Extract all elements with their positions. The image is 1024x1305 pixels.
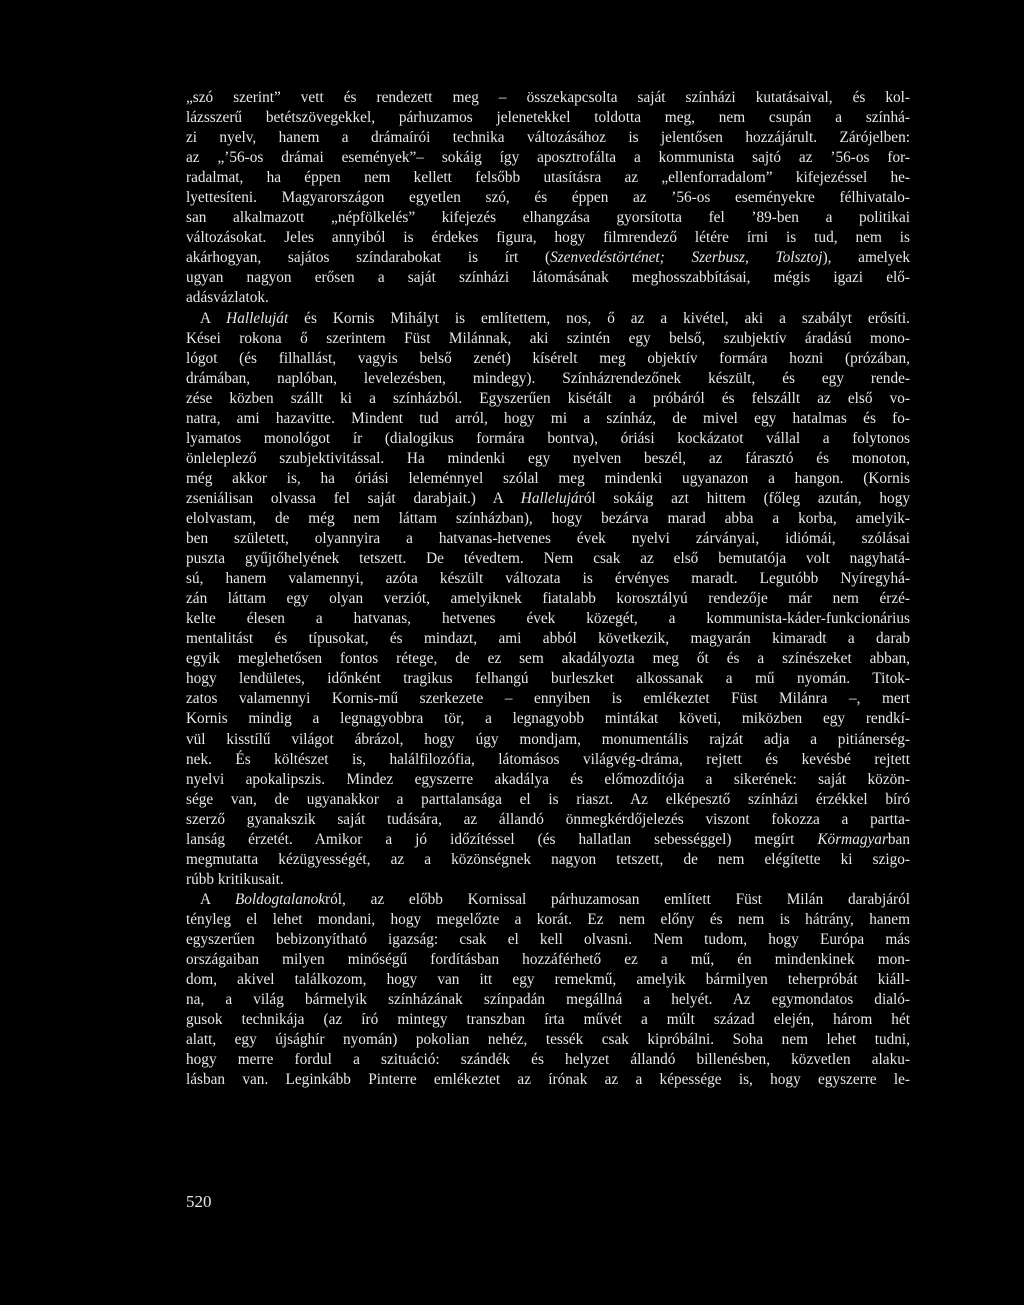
text-line: zése közben szállt ki a színházból. Egyszerűen kisétált a próbáról és felszállt az első vo- — [186, 389, 910, 407]
text-line: radalmat, ha éppen nem kellett felsőbb utasításra az „ellenforradalom” kifejezéssel he- — [186, 169, 910, 187]
text-line: A Boldogtalanokról, az előbb Kornissal párhuzamosan említett Füst Milán darabjáról — [200, 890, 910, 908]
text-line: „szó szerint” vett és rendezett meg – összekapcsolta saját színházi kutatásaival, és kol- — [186, 89, 910, 106]
text-line: natra, ami hazavitte. Mindent tud arról, hogy mi a színház, de mivel egy hatalmas és fo- — [186, 409, 910, 427]
text-line: ben született, olyannyira a hatvanas-hetvenes évek nyelvi zárványai, idiómái, szólásai — [186, 530, 910, 548]
text-line: dom, akivel találkozom, hogy van itt egy remekmű, amelyik bármilyen teherpróbát kiáll- — [186, 971, 910, 989]
text-line: san alkalmazott „népfölkelés” kifejezés elhangzása gyorsította fel ’89-ben a politikai — [186, 209, 910, 227]
text-line: hogy lendületes, időnként tragikus felhangú burleszket alkossanak a mű nyomán. Titok- — [186, 670, 910, 688]
text-line: A Halleluját és Kornis Mihályt is említettem, nos, ő az a kivétel, aki a szabályt erősíti. — [200, 309, 910, 327]
text-line: hogy merre fordul a szituáció: szándék és helyzet állandó billenésben, közvetlen alaku- — [186, 1051, 910, 1069]
text-line: na, a világ bármelyik színházának színpadán megállná a helyét. Az egymondatos dialó- — [186, 991, 910, 1009]
text-line: Kornis mindig a legnagyobbra tör, a legnagyobb mintákat követi, miközben egy rendkí- — [186, 710, 910, 728]
page-number: 520 — [186, 1192, 212, 1211]
text-line: egyszerűen bebizonyítható igazság: csak el kell olvasni. Nem tudom, hogy Európa más — [186, 930, 910, 948]
text-line: lógot (és filhallást, vagyis belső zenét) kísérelt meg objektív formára hozni (prózában, — [186, 349, 910, 367]
text-line: alatt, egy újsághír nyomán) pokolian nehéz, tessék csak kipróbálni. Soha nem lehet tudni, — [186, 1031, 910, 1049]
text-line: az „’56-os drámai események”– sokáig így aposztrofálta a kommunista sajtó az ’56-os for- — [186, 149, 910, 167]
text-line: lanság érzetét. Amikor a jó időzítéssel (és hallatlan sebességgel) megírt Körmagyarban — [186, 830, 910, 848]
text-line: adásvázlatok. — [186, 289, 269, 307]
text-line: gusok technikája (az író mintegy transzban írta művét a múlt század elején, három hét — [186, 1011, 910, 1029]
text-line: önleleplező szubjektivitással. Ha mindenki egy nyelven beszél, az fárasztó és monoton, — [186, 449, 910, 467]
text-line: lásban van. Leginkább Pinterre emlékeztet az írónak az a képessége is, hogy egyszerre le- — [186, 1071, 910, 1089]
text-line: országaiban milyen minőségű fordításban hozzáférhető ez a mű, én mindenkinek mon- — [186, 951, 910, 969]
text-line: tényleg el lehet mondani, hogy megelőzte a korát. Ez nem előny és nem is hátrány, hanem — [186, 910, 910, 928]
text-line: akárhogyan, sajátos színdarabokat is írt (Szenvedéstörténet; Szerbusz, Tolsztoj), amelyek — [186, 249, 910, 267]
text-line: zán láttam egy olyan verziót, amelyiknek fiatalabb korosztályú rendezője már nem érzé- — [186, 590, 910, 608]
text-line: mentalitást és típusokat, és mindazt, ami abból következik, magyarán kimaradt a darab — [186, 630, 910, 648]
text-line: nyelvi apokalipszis. Mindez egyszerre akadálya és előmozdítója a sikerének: saját közön- — [186, 770, 910, 788]
text-line: puszta gyűjtőhelyének tetszett. De tévedtem. Nem csak az első bemutatója volt nagyhatá- — [186, 550, 910, 568]
text-line: elolvastam, de még nem láttam színházban), hogy bezárva marad abba a korba, amelyik- — [186, 509, 910, 527]
text-line: zatos valamennyi Kornis-mű szerkezete – ennyiben is emlékeztet Füst Milánra –, mert — [186, 690, 910, 708]
text-line: vül kisstílű világot ábrázol, hogy úgy mondjam, monumentális rajzát adja a pitiánerség- — [186, 730, 910, 748]
text-line: drámában, naplóban, levelezésben, mindegy). Színházrendezőnek készült, és egy rende- — [186, 369, 910, 387]
page-body-text — [186, 88, 910, 1090]
text-line: kelte élesen a hatvanas, hetvenes évek közegét, a kommunista-káder-funkcionárius — [186, 610, 910, 628]
text-line: zseniálisan olvassa fel saját darabjait.) A Hallelujáról sokáig azt hittem (főleg azután, hogy — [186, 489, 910, 507]
text-line: rúbb kritikusait. — [186, 870, 284, 888]
text-line: lyettesíteni. Magyarországon egyetlen szó, és éppen az ’56-os eseményekre félhivatalo- — [186, 189, 910, 207]
text-line: szerző gyanakszik saját tudására, az állandó önmegkérdőjelezés viszont fokozza a partta- — [186, 810, 910, 828]
text-line: még akkor is, ha óriási leleménnyel szólal meg mindenki ugyanazon a hangon. (Kornis — [186, 469, 910, 487]
text-line: lyamatos monológot ír (dialogikus formára bontva), óriási kockázatot vállal a folytonos — [186, 429, 910, 447]
text-line: ugyan nagyon erősen a saját színházi látomásának meghosszabbításai, mégis igazi elő- — [186, 269, 910, 287]
text-line: sú, hanem valamennyi, azóta készült változata is érvényes maradt. Legutóbb Nyíregyhá- — [186, 570, 910, 588]
text-line: változásokat. Jeles annyiból is érdekes figura, hogy filmrendező létére írni is tud, nem is — [186, 229, 910, 247]
text-line: lázsszerű betétszövegekkel, párhuzamos jelenetekkel toldotta meg, nem csupán a színhá- — [186, 109, 910, 127]
text-line: nek. És költészet is, halálfilozófia, látomásos világvég-dráma, rejtett és kevésbé rejtett — [186, 750, 910, 768]
text-line: egyik meglehetősen fontos rétege, de ez sem akadályozta meg őt és a színészeket abban, — [186, 650, 910, 668]
text-line: Kései rokona ő szerintem Füst Milánnak, aki szintén egy belső, szubjektív áradású mono- — [186, 329, 910, 347]
text-line: megmutatta kézügyességét, az a közönségnek nagyon tetszett, de nem elégítette ki szigo- — [186, 850, 910, 868]
text-line: sége van, de ugyanakkor a parttalansága el is riaszt. Az elképesztő színházi érzékkel bíró — [186, 790, 910, 808]
text-line: zi nyelv, hanem a drámaírói technika változásához is jelentősen hozzájárult. Zárójelben: — [186, 129, 910, 147]
